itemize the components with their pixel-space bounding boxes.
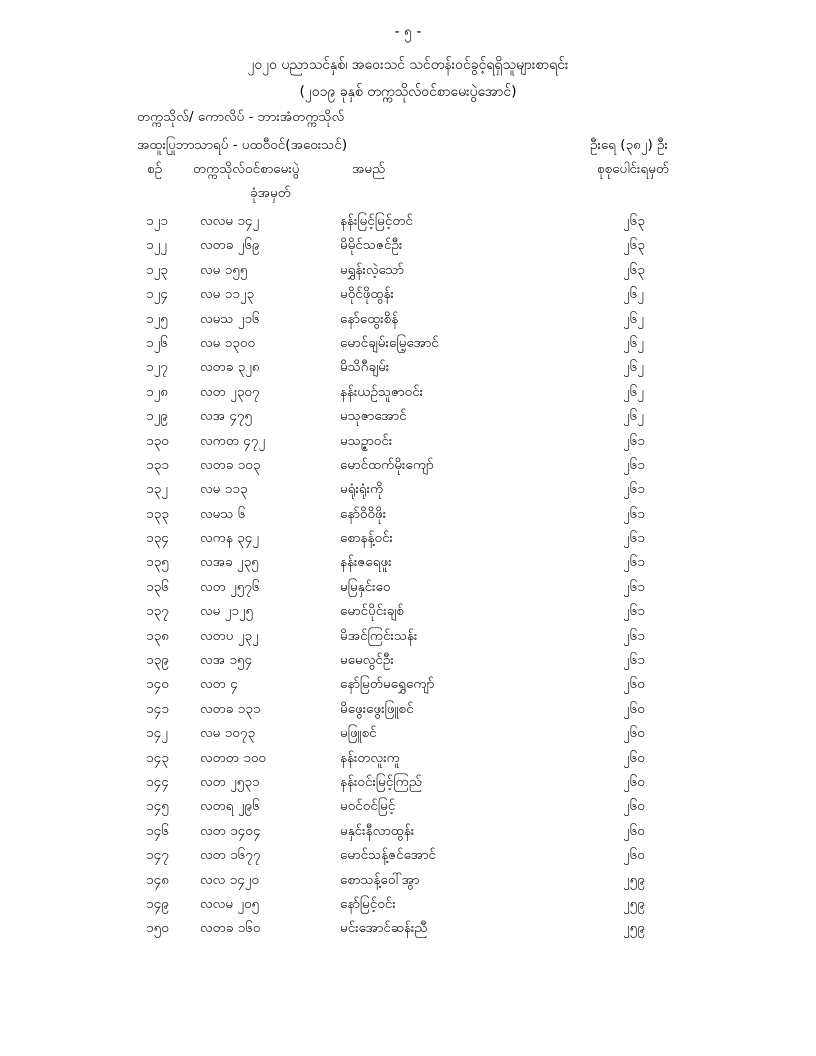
header-roll-number: တက္ကသိုလ်ဝင်စာမေးပွဲ — [193, 161, 300, 177]
serial-cell: ၁၃၁ — [146, 456, 169, 473]
score-cell: ၂၅၉ — [623, 871, 645, 888]
score-cell: ၂၆၂ — [623, 359, 644, 376]
table-row — [0, 551, 816, 575]
roll-number-cell: လတ ၂၃၀၇ — [200, 383, 260, 400]
score-cell: ၂၆၀ — [623, 700, 645, 717]
score-cell: ၂၆၁ — [623, 603, 645, 620]
roll-number-cell: လမ ၁၅၅ — [200, 261, 248, 278]
roll-number-cell: လတခ ၁၆၀ — [200, 920, 261, 937]
score-cell: ၂၆၂ — [623, 408, 644, 425]
header-name: အမည် — [352, 161, 386, 177]
table-row — [0, 893, 816, 917]
score-cell: ၂၆၁ — [623, 432, 645, 449]
roll-number-cell: လတရ ၂၉၆ — [200, 798, 260, 815]
score-cell: ၂၆၁ — [623, 578, 645, 595]
name-cell: မဝင်ဝင်မြင့် — [340, 798, 396, 815]
roll-number-cell: လတ ၁၄၀၄ — [200, 822, 261, 839]
name-cell: နော်မြင့်ဝင်း — [340, 895, 396, 912]
score-cell: ၂၆၀ — [623, 676, 645, 693]
roll-number-cell: လမ ၁၃၀၀ — [200, 334, 256, 351]
name-cell: မသဥ္ဇာဝင်း — [340, 432, 393, 449]
table-row — [0, 771, 816, 795]
table-row — [0, 698, 816, 722]
serial-cell: ၁၄၂ — [146, 725, 168, 742]
table-row — [0, 430, 816, 454]
table-row — [0, 527, 816, 551]
score-cell: ၂၆၃ — [623, 237, 645, 254]
serial-cell: ၁၅၀ — [146, 920, 169, 937]
score-cell: ၂၆၁ — [623, 481, 645, 498]
table-row — [0, 283, 816, 307]
name-cell: မိဖွေးဖွေးဖြူစင် — [340, 700, 414, 717]
roll-number-cell: လတခ ၁၃၁ — [200, 700, 261, 717]
roll-number-cell: လတခ ၃၂၈ — [200, 359, 260, 376]
name-cell: နန်းဇရေဖူး — [340, 554, 392, 571]
university-line: တက္ကသိုလ်/ ကောလိပ် - ဘားအံတက္ကသိုလ် — [137, 109, 345, 125]
roll-number-cell: လလမ ၁၄၂ — [200, 213, 260, 229]
serial-cell: ၁၃၄ — [146, 530, 169, 547]
table-row — [0, 405, 816, 429]
serial-cell: ၁၃၇ — [146, 603, 169, 620]
table-row — [0, 722, 816, 746]
roll-number-cell: လလမ ၂၀၅ — [200, 895, 260, 912]
score-cell: ၂၆၂ — [623, 286, 644, 303]
serial-cell: ၁၃၃ — [146, 505, 169, 522]
roll-number-cell: လမသ ၂၁၆ — [200, 310, 260, 327]
serial-cell: ၁၃၈ — [146, 627, 169, 644]
roll-number-cell: လအ ၄၇၅ — [200, 408, 253, 425]
table-row — [0, 600, 816, 624]
name-cell: မောင်ပိုင်းချစ် — [340, 603, 405, 620]
name-cell: မသုဇာအောင် — [340, 408, 407, 425]
score-cell: ၂၅၉ — [623, 920, 645, 937]
results-table — [0, 210, 816, 942]
score-cell: ၂၆၁ — [623, 627, 645, 644]
score-cell: ၂၆၁ — [623, 456, 645, 473]
serial-cell: ၁၄၇ — [146, 847, 169, 864]
name-cell: နော်မြတ်မရွှေကျော် — [340, 676, 435, 693]
serial-cell: ၁၃၀ — [146, 432, 169, 449]
roll-number-cell: လတပ ၂၃၂ — [200, 627, 259, 644]
table-row — [0, 234, 816, 258]
name-cell: မရုံးရုံးကို — [340, 481, 384, 498]
serial-cell: ၁၂၂ — [146, 237, 167, 254]
name-cell: မောင်ထက်မိုးကျော် — [340, 456, 434, 473]
name-cell: မိအင်ကြင်းသန်း — [340, 627, 418, 644]
name-cell: မမြနှင်းဝေ — [340, 578, 391, 595]
table-row — [0, 649, 816, 673]
name-cell: စောသန့်ဝေါ်အွာ — [340, 871, 420, 888]
name-cell: နန်းမြင့်မြင့်တင် — [340, 213, 413, 229]
header-serial: စဉ် — [147, 161, 163, 177]
serial-cell: ၁၄၁ — [146, 700, 169, 717]
quota-line: ဦးရေ (၃၈၂) ဦး — [590, 137, 668, 153]
table-row — [0, 673, 816, 697]
name-cell: နန်းဝင်းမြင့်ကြည် — [340, 773, 422, 790]
major-line: အထူးပြုဘာသာရပ် - ပထဝီဝင်(အဝေးသင်) — [137, 137, 348, 153]
score-cell: ၂၆၁ — [623, 505, 645, 522]
name-cell: မဝိုင်ဖိုထွန်း — [340, 286, 394, 303]
name-cell: စောနန့်ဝင်း — [340, 530, 393, 547]
serial-cell: ၁၄၉ — [146, 895, 169, 912]
roll-number-cell: လမ ၁၁၂၃ — [200, 286, 255, 303]
score-cell: ၂၆၀ — [623, 773, 645, 790]
serial-cell: ၁၂၈ — [146, 383, 168, 400]
table-row — [0, 844, 816, 868]
table-row — [0, 332, 816, 356]
table-row — [0, 478, 816, 502]
name-cell: မင်းအောင်ဆန်းညီ — [340, 920, 428, 937]
name-cell: မမေလွင်ဦး — [340, 652, 394, 669]
table-row — [0, 747, 816, 771]
name-cell: နော်ဝိဝိဖိုး — [340, 505, 387, 522]
roll-number-cell: လတ ၄ — [200, 676, 238, 693]
roll-number-cell: လကန ၃၄၂ — [200, 530, 259, 547]
score-cell: ၂၆၀ — [623, 847, 645, 864]
serial-cell: ၁၄၈ — [146, 871, 169, 888]
roll-number-cell: လမ ၂၁၂၅ — [200, 603, 254, 620]
score-cell: ၂၆၀ — [623, 725, 645, 742]
serial-cell: ၁၃၅ — [146, 554, 169, 571]
table-row — [0, 576, 816, 600]
score-cell: ၂၆၁ — [623, 554, 645, 571]
table-row — [0, 795, 816, 819]
roll-number-cell: လတခ ၁၀၃ — [200, 456, 261, 473]
table-row — [0, 917, 816, 941]
roll-number-cell: လအခ ၂၃၅ — [200, 554, 259, 571]
table-row — [0, 869, 816, 893]
name-cell: မရွှန်းလဲ့သော် — [340, 261, 404, 278]
score-cell: ၂၅၉ — [623, 895, 645, 912]
name-cell: နန်းယဉ်သူဇာဝင်း — [340, 383, 424, 400]
roll-number-cell: လတ ၁၆၇၇ — [200, 847, 261, 864]
table-row — [0, 308, 816, 332]
page-number: - ၅ - — [394, 24, 422, 40]
name-cell: နန်းတလူးကူ — [340, 749, 400, 766]
table-row — [0, 356, 816, 380]
serial-cell: ၁၄၄ — [146, 773, 169, 790]
serial-cell: ၁၄၀ — [146, 676, 169, 693]
roll-number-cell: လတ ၂၅၃၁ — [200, 773, 260, 790]
table-row — [0, 454, 816, 478]
serial-cell: ၁၄၃ — [146, 749, 169, 766]
document-subtitle: (၂၀၁၉ ခုနှစ် တက္ကသိုလ်ဝင်စာမေးပွဲအောင်) — [299, 84, 517, 100]
serial-cell: ၁၂၉ — [146, 408, 168, 425]
name-cell: မိသိဂီချမ်း — [340, 359, 390, 376]
roll-number-cell: လကတ ၄၇၂ — [200, 432, 266, 449]
header-roll-number-line2: ခုံအမှတ် — [250, 185, 291, 201]
serial-cell: ၁၂၅ — [146, 310, 168, 327]
roll-number-cell: လတ ၂၅၇၆ — [200, 578, 260, 595]
roll-number-cell: လမ ၁၁၃ — [200, 481, 248, 498]
serial-cell: ၁၃၆ — [146, 578, 169, 595]
serial-cell: ၁၃၂ — [146, 481, 168, 498]
serial-cell: ၁၂၇ — [146, 359, 168, 376]
document-title: ၂၀၂၀ ပညာသင်နှစ်၊ အဝေးသင် သင်တန်းဝင်ခွင့်ရရှိသူများစာရင်း — [247, 57, 569, 73]
table-row — [0, 625, 816, 649]
score-cell: ၂၆၂ — [623, 310, 644, 327]
serial-cell: ၁၄၅ — [146, 798, 169, 815]
score-cell: ၂၆၀ — [623, 822, 645, 839]
roll-number-cell: လတတ ၁၀၀ — [200, 749, 267, 766]
table-row — [0, 259, 816, 283]
roll-number-cell: လလ ၁၄၂၀ — [200, 871, 260, 888]
serial-cell: ၁၂၃ — [146, 261, 168, 278]
score-cell: ၂၆၁ — [623, 652, 645, 669]
serial-cell: ၁၂၄ — [146, 286, 168, 303]
roll-number-cell: လအ ၁၅၄ — [200, 652, 253, 669]
name-cell: မိမိုင်သဇင်ဦး — [340, 237, 403, 254]
name-cell: မဖြူစင် — [340, 725, 377, 742]
serial-cell: ၁၂၆ — [146, 334, 168, 351]
serial-cell: ၁၃၉ — [146, 652, 169, 669]
name-cell: မောင်ချမ်းမြေ့အောင် — [340, 334, 439, 351]
name-cell: မနှင်းနီလာထွန်း — [340, 822, 415, 839]
table-row — [0, 210, 816, 234]
score-cell: ၂၆၀ — [623, 798, 645, 815]
roll-number-cell: လမသ ၆ — [200, 505, 246, 522]
name-cell: နော်ထွေးစိန် — [340, 310, 399, 327]
score-cell: ၂၆၀ — [623, 749, 645, 766]
table-row — [0, 503, 816, 527]
score-cell: ၂၆၂ — [623, 383, 644, 400]
score-cell: ၂၆၃ — [623, 261, 645, 278]
score-cell: ၂၆၂ — [623, 334, 644, 351]
name-cell: မောင်သန့်ဇင်အောင် — [340, 847, 436, 864]
header-total-score: စုစုပေါင်းရမှတ် — [597, 161, 670, 177]
serial-cell: ၁၂၁ — [146, 213, 168, 229]
roll-number-cell: လတခ ၂၆၉ — [200, 237, 260, 254]
serial-cell: ၁၄၆ — [146, 822, 169, 839]
table-row — [0, 820, 816, 844]
score-cell: ၂၆၁ — [623, 530, 645, 547]
score-cell: ၂၆၃ — [623, 213, 645, 229]
table-row — [0, 381, 816, 405]
roll-number-cell: လမ ၁၀၇၃ — [200, 725, 256, 742]
